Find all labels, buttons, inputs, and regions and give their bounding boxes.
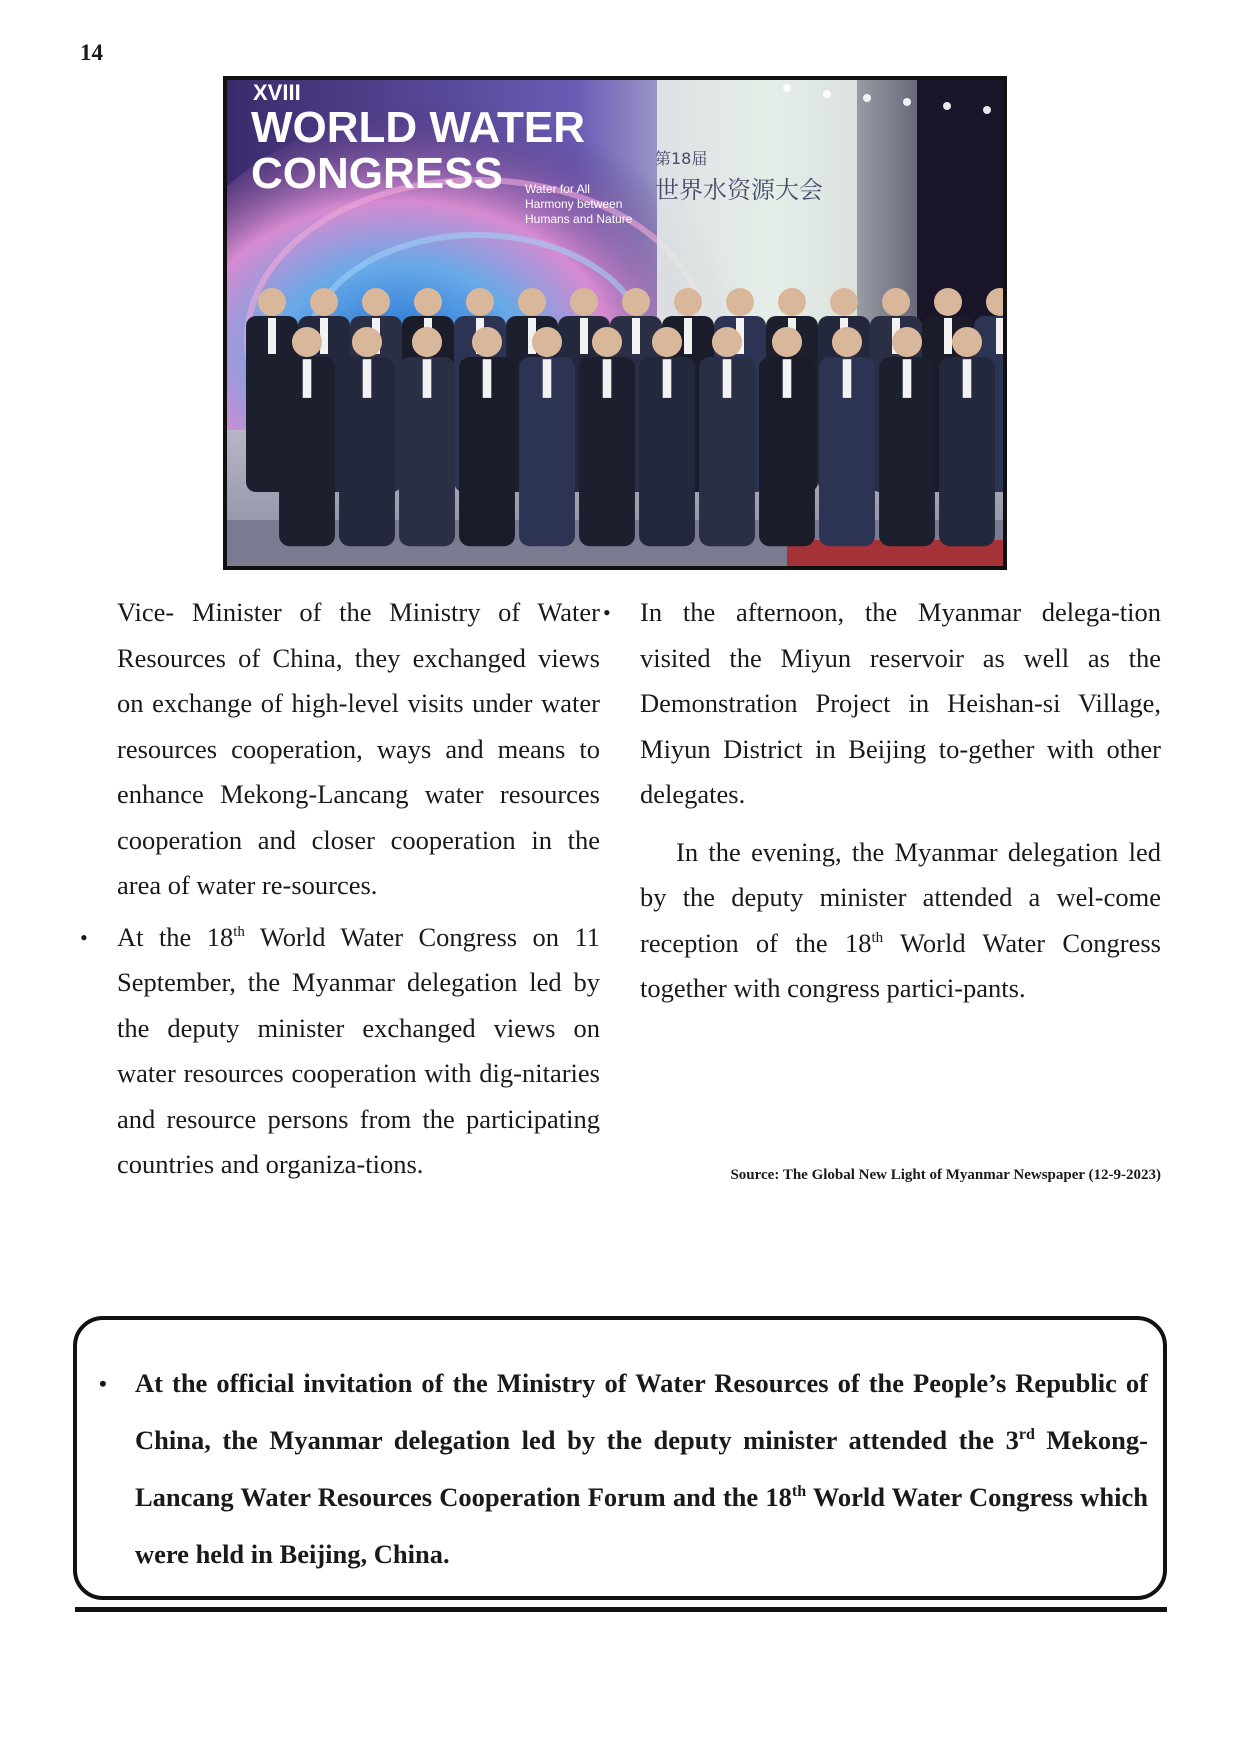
continuation-paragraph: Vice- Minister of the Ministry of Water Resources of China, they exchanged views on exchange of high-level visits under water resources cooperation, ways and means to enhance Mekong-Lancang water resources cooperation and closer cooperation in the area of water re-sources.	[117, 597, 600, 900]
bullet-miyun-text: In the afternoon, the Myanmar delega-tion visited the Miyun reservoir as well as the Demonstration Project in Heishan-si Village, Miyun District in Beijing to-gether with other delegates.	[640, 597, 1161, 809]
tagline1: Water for All	[525, 182, 590, 196]
evening-text-rest: World Water Congress together with congress partici-pants.	[640, 927, 1161, 1003]
delegate-figure	[399, 327, 455, 546]
congress-photo-illustration	[227, 80, 1003, 566]
banner-line3: CONGRESS	[251, 149, 503, 198]
ordinal-suffix: th	[791, 1483, 807, 1501]
bullet-congress-text: At the 18	[117, 921, 234, 952]
source-citation: Source: The Global New Light of Myanmar Newspaper (12-9-2023)	[730, 1167, 1161, 1183]
cn-line2: 世界水资源大会	[655, 176, 823, 204]
page-number: 14	[80, 40, 103, 65]
delegate-figure	[279, 327, 335, 546]
delegate-figure	[759, 327, 815, 546]
delegate-figure	[339, 327, 395, 546]
banner-line2: WORLD WATER	[251, 103, 586, 152]
delegate-figure	[639, 327, 695, 546]
delegates-group	[246, 288, 1003, 546]
highlight-part3: World Water Congress which were held in Beijing, China.	[135, 1482, 1148, 1569]
highlight-part1: At the official invitation of the Ministry of Water Resources of the People’s Republic of China, the Myanmar delegation led by the deputy minister attended the 3	[135, 1368, 1148, 1455]
bullet-icon: •	[603, 600, 611, 625]
group-photo	[223, 76, 1007, 570]
bullet-miyun	[603, 590, 1161, 818]
evening-text: In the evening, the Myanmar delegation led by the deputy minister attended a wel-come reception of the 18	[640, 836, 1161, 958]
ordinal-suffix: th	[871, 929, 884, 946]
tagline2: Harmony between	[525, 197, 623, 211]
delegate-figure	[819, 327, 875, 546]
tagline3: Humans and Nature	[525, 212, 633, 226]
bottom-rule	[75, 1607, 1167, 1612]
delegate-figure	[579, 327, 635, 546]
ordinal-suffix: th	[233, 923, 245, 940]
highlight-box	[73, 1316, 1167, 1600]
delegate-figure	[459, 327, 515, 546]
bullet-congress	[80, 915, 601, 1188]
ordinal-suffix: rd	[1018, 1426, 1035, 1444]
delegate-figure	[879, 327, 935, 546]
delegate-figure	[699, 327, 755, 546]
right-column	[603, 590, 1161, 1012]
highlight-text	[99, 1355, 1148, 1583]
banner-line1: XVIII	[253, 80, 301, 105]
delegate-figure	[519, 327, 575, 546]
evening-paragraph	[640, 830, 1161, 1012]
bullet-icon: •	[99, 1371, 107, 1396]
bullet-icon: •	[80, 924, 88, 950]
left-column	[80, 590, 601, 1188]
cn-line1: 第18届	[655, 149, 708, 168]
highlight-part2: Mekong-Lancang Water Resources Cooperation Forum and the 18	[135, 1425, 1148, 1512]
bullet-congress-text-rest: World Water Congress on 11 September, the Myanmar delegation led by the deputy minister exchanged views on water resources cooperation with dig-nitaries and resource persons from the participating countries and organiza-tions.	[117, 921, 601, 1179]
delegate-figure	[939, 327, 995, 546]
